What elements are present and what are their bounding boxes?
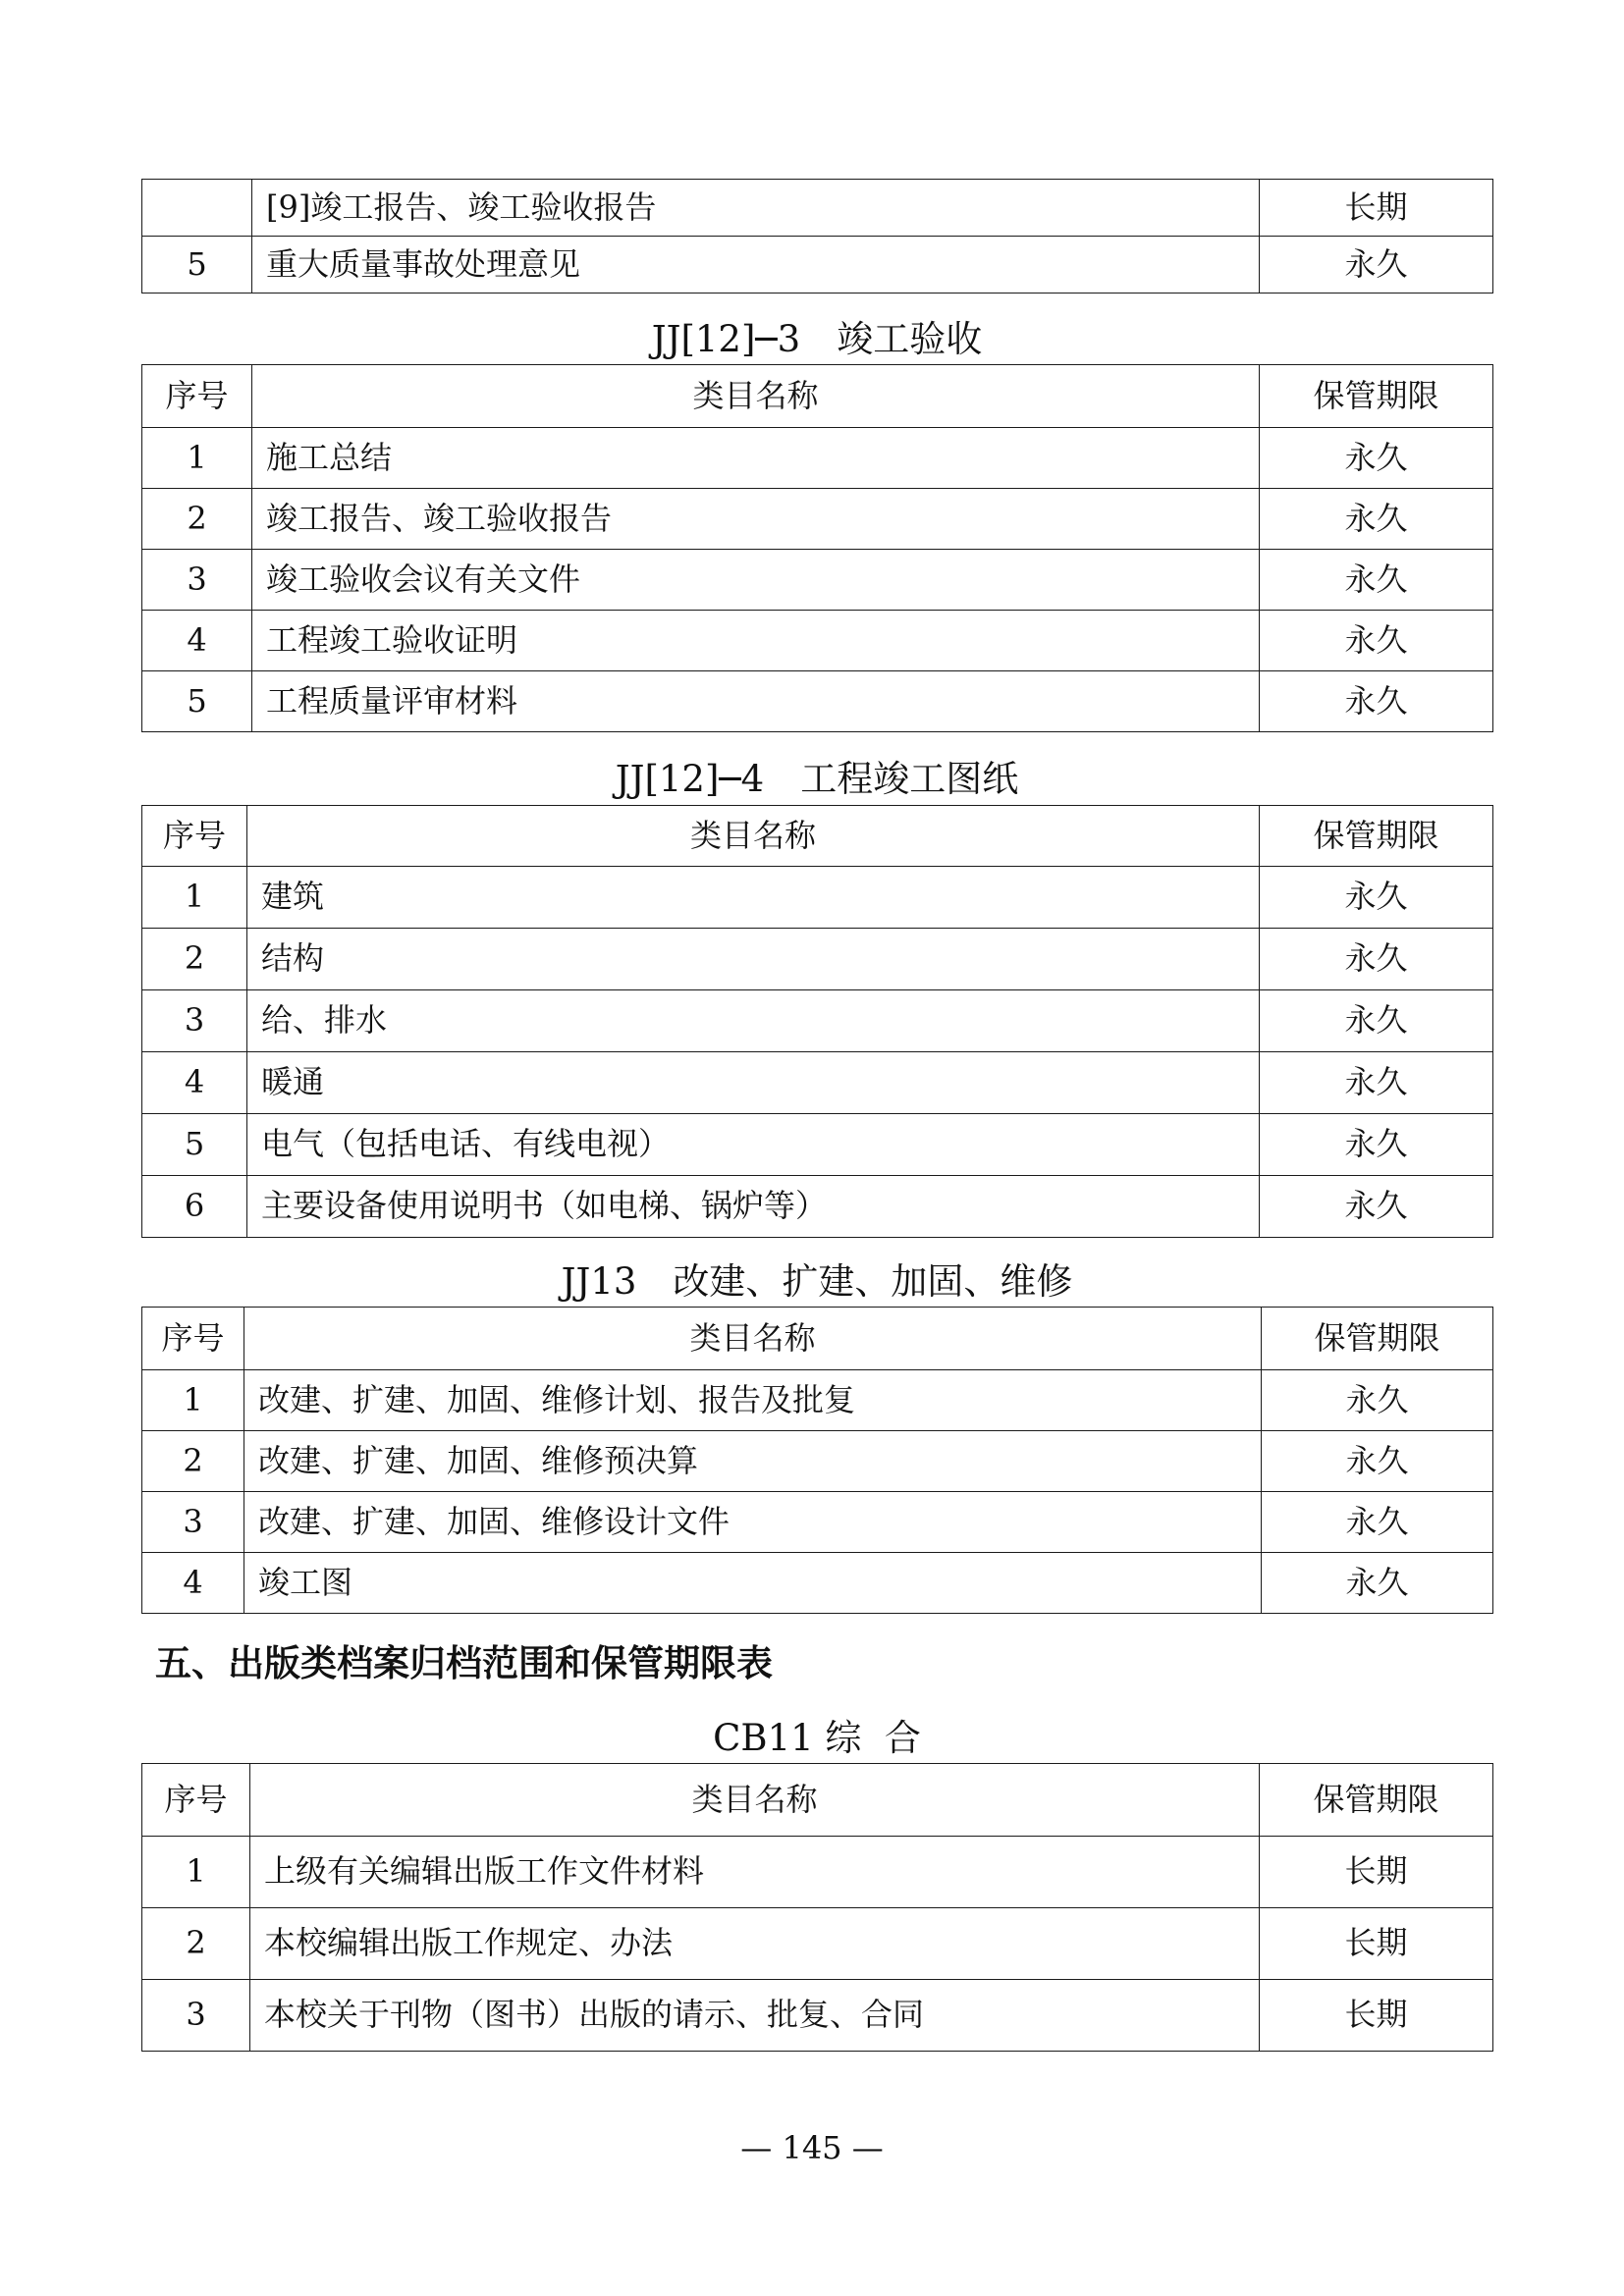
table-row [142,990,1493,1052]
row-number: 5 [142,671,252,732]
row-retention-period: 永久 [1260,929,1493,990]
row-category-name: 竣工验收会议有关文件 [252,550,1260,611]
row-number: 5 [142,237,252,294]
table-header-row [142,1764,1493,1837]
table-row [142,1114,1493,1176]
table-row [142,929,1493,990]
row-number: 4 [142,1553,244,1614]
row-retention-period: 长期 [1260,1837,1493,1908]
header-number: 序号 [142,806,247,867]
row-number: 1 [142,867,247,929]
section-title-jj12-3: JJ[12]─3 竣工验收 [651,318,983,360]
table-header-row [142,806,1493,867]
row-category-name: 主要设备使用说明书（如电梯、锅炉等） [247,1176,1260,1238]
row-retention-period: 永久 [1260,1052,1493,1114]
row-retention-period: 长期 [1260,1980,1493,2052]
row-retention-period: 永久 [1260,990,1493,1052]
row-retention-period: 永久 [1260,428,1493,489]
table-jj12-3 [141,364,1493,732]
row-category-name: 工程质量评审材料 [252,671,1260,732]
row-number: 2 [142,1431,244,1492]
row-number: 3 [142,550,252,611]
row-retention-period: 永久 [1262,1553,1493,1614]
table-jj13 [141,1307,1493,1614]
table-header-row [142,365,1493,428]
row-category-name: 暖通 [247,1052,1260,1114]
row-category-name: 上级有关编辑出版工作文件材料 [250,1837,1260,1908]
row-number: 1 [142,1837,250,1908]
row-number: 1 [142,428,252,489]
row-category-name: 改建、扩建、加固、维修预决算 [244,1431,1262,1492]
row-retention-period: 永久 [1260,550,1493,611]
row-number: 1 [142,1370,244,1431]
header-category-name: 类目名称 [244,1308,1262,1370]
header-retention-period: 保管期限 [1262,1308,1493,1370]
table-row [142,1553,1493,1614]
table-row [142,1431,1493,1492]
header-retention-period: 保管期限 [1260,806,1493,867]
row-category-name: 建筑 [247,867,1260,929]
section-title-cb11: CB11 综 合 [713,1717,921,1759]
row-number: 2 [142,489,252,550]
continuation-table [141,179,1493,294]
row-number: 2 [142,1908,250,1980]
table-row [142,1370,1493,1431]
header-category-name: 类目名称 [250,1764,1260,1837]
row-retention-period: 永久 [1262,1431,1493,1492]
row-number: 3 [142,1492,244,1553]
row-retention-period: 永久 [1260,237,1493,294]
table-row [142,489,1493,550]
table-row [142,671,1493,732]
row-retention-period: 永久 [1260,489,1493,550]
chapter-heading: 五、出版类档案归档范围和保管期限表 [155,1642,773,1684]
header-number: 序号 [142,1764,250,1837]
header-number: 序号 [142,1308,244,1370]
table-row [142,428,1493,489]
row-category-name: [9]竣工报告、竣工验收报告 [252,180,1260,237]
row-number: 3 [142,990,247,1052]
row-category-name: 改建、扩建、加固、维修计划、报告及批复 [244,1370,1262,1431]
header-retention-period: 保管期限 [1260,1764,1493,1837]
table-header-row [142,1308,1493,1370]
row-retention-period: 永久 [1262,1492,1493,1553]
table-row [142,1837,1493,1908]
row-retention-period: 永久 [1260,1114,1493,1176]
row-category-name: 本校编辑出版工作规定、办法 [250,1908,1260,1980]
table-row [142,550,1493,611]
section-title-jj12-4: JJ[12]─4 工程竣工图纸 [615,758,1019,800]
row-category-name: 改建、扩建、加固、维修设计文件 [244,1492,1262,1553]
table-row [142,1908,1493,1980]
row-retention-period: 永久 [1260,867,1493,929]
row-number: 2 [142,929,247,990]
row-category-name: 竣工图 [244,1553,1262,1614]
table-row [142,1980,1493,2052]
table-row [142,180,1493,237]
row-category-name: 结构 [247,929,1260,990]
table-cb11 [141,1763,1493,2052]
row-number [142,180,252,237]
row-retention-period: 长期 [1260,1908,1493,1980]
row-category-name: 施工总结 [252,428,1260,489]
row-category-name: 工程竣工验收证明 [252,611,1260,671]
row-retention-period: 永久 [1260,671,1493,732]
row-number: 3 [142,1980,250,2052]
row-category-name: 本校关于刊物（图书）出版的请示、批复、合同 [250,1980,1260,2052]
table-row [142,1176,1493,1238]
row-number: 5 [142,1114,247,1176]
table-row [142,237,1493,294]
header-category-name: 类目名称 [247,806,1260,867]
table-row [142,611,1493,671]
row-category-name: 电气（包括电话、有线电视） [247,1114,1260,1176]
header-retention-period: 保管期限 [1260,365,1493,428]
row-number: 6 [142,1176,247,1238]
table-jj12-4 [141,805,1493,1238]
row-number: 4 [142,611,252,671]
header-category-name: 类目名称 [252,365,1260,428]
page-number: — 145 — [740,2129,884,2166]
row-number: 4 [142,1052,247,1114]
header-number: 序号 [142,365,252,428]
row-retention-period: 长期 [1260,180,1493,237]
section-title-jj13: JJ13 改建、扩建、加固、维修 [561,1260,1073,1303]
row-category-name: 竣工报告、竣工验收报告 [252,489,1260,550]
table-row [142,867,1493,929]
row-category-name: 给、排水 [247,990,1260,1052]
table-row [142,1052,1493,1114]
row-retention-period: 永久 [1262,1370,1493,1431]
row-retention-period: 永久 [1260,1176,1493,1238]
row-category-name: 重大质量事故处理意见 [252,237,1260,294]
row-retention-period: 永久 [1260,611,1493,671]
table-row [142,1492,1493,1553]
